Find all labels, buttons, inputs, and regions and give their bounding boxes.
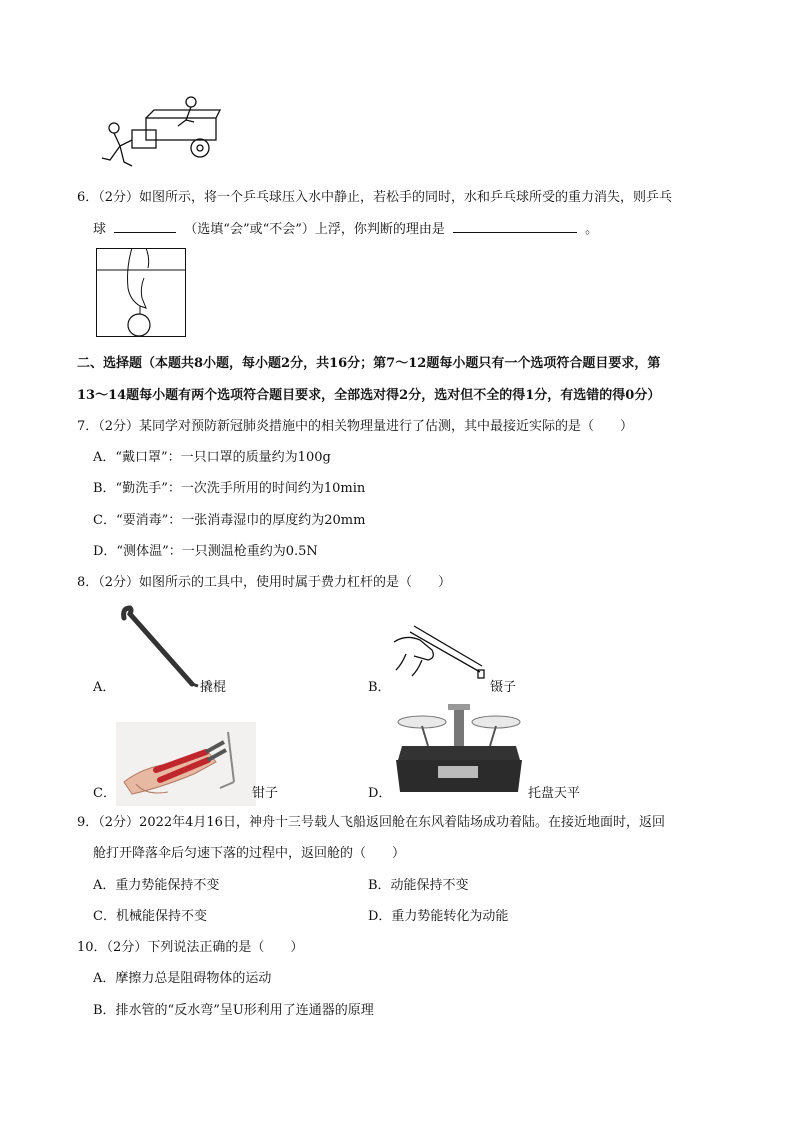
pliers-image <box>116 722 256 806</box>
q6-line2-mid: （选填“会”或“不会”）上浮，你判断的理由是 <box>184 222 445 237</box>
q6-line2 <box>93 218 598 237</box>
q6-line2-end: 。 <box>585 222 599 237</box>
q8-option-d-letter[interactable]: D． <box>368 786 392 801</box>
q9-option-c[interactable]: C．机械能保持不变 <box>93 909 207 924</box>
q6-line2-start: 球 <box>93 222 107 237</box>
q8-option-b-label: 镊子 <box>490 680 517 695</box>
q10-option-b[interactable]: B．排水管的“反水弯”呈U形利用了连通器的原理 <box>93 1003 374 1018</box>
crowbar-image <box>118 604 202 692</box>
push-cart-illustration <box>96 96 228 176</box>
ball-in-water-figure <box>96 248 188 338</box>
q7-stem: 7．（2分）某同学对预防新冠肺炎措施中的相关物理量进行了估测，其中最接近实际的是（ ） <box>77 419 634 434</box>
q9-option-b[interactable]: B．动能保持不变 <box>368 878 469 893</box>
q9-line1: 9．（2分）2022年4月16日，神舟十三号载人飞船返回舱在东风着陆场成功着陆。在接近地面时，返回 <box>77 815 665 830</box>
q7-option-d[interactable]: D．“测体温”：一只测温枪重约为0.5N <box>93 544 318 559</box>
q7-option-c[interactable]: C．“要消毒”：一张消毒湿巾的厚度约为20mm <box>93 513 366 528</box>
q9-line2: 舱打开降落伞后匀速下落的过程中，返回舱的（ ） <box>93 846 406 861</box>
q6-line1: 6．（2分）如图所示，将一个乒乓球压入水中静止，若松手的同时，水和乒乓球所受的重力消失，则乒乓 <box>77 190 673 205</box>
q8-stem: 8．（2分）如图所示的工具中，使用时属于费力杠杆的是（ ） <box>77 575 452 590</box>
tweezers-image <box>392 614 488 686</box>
q10-option-a[interactable]: A．摩擦力总是阻碍物体的运动 <box>93 971 272 986</box>
balance-scale-image <box>394 700 524 800</box>
q8-option-b-letter[interactable]: B． <box>368 680 391 695</box>
q9-option-d[interactable]: D．重力势能转化为动能 <box>368 909 509 924</box>
q10-stem: 10．（2分）下列说法正确的是（ ） <box>77 940 304 955</box>
q6-answer-blank-2[interactable] <box>453 220 577 233</box>
q6-answer-blank-1[interactable] <box>114 220 176 233</box>
q8-option-a-letter[interactable]: A． <box>93 680 116 695</box>
q8-option-a-label: 撬棍 <box>200 680 227 695</box>
q8-option-d-label: 托盘天平 <box>528 786 581 801</box>
q8-option-c-label: 钳子 <box>252 786 279 801</box>
q7-option-a[interactable]: A．“戴口罩”：一只口罩的质量约为100g <box>93 450 331 465</box>
q9-option-a[interactable]: A．重力势能保持不变 <box>93 878 220 893</box>
section2-heading-line1: 二、选择题（本题共8小题，每小题2分，共16分；第7～12题每小题只有一个选项符合题目要求，第 <box>77 356 661 371</box>
section2-heading-line2: 13～14题每小题有两个选项符合题目要求，全部选对得2分，选对但不全的得1分，有选错的得0分） <box>77 388 661 403</box>
q7-option-b[interactable]: B．“勤洗手”：一次洗手所用的时间约为10min <box>93 481 366 496</box>
q8-option-c-letter[interactable]: C． <box>93 786 116 801</box>
